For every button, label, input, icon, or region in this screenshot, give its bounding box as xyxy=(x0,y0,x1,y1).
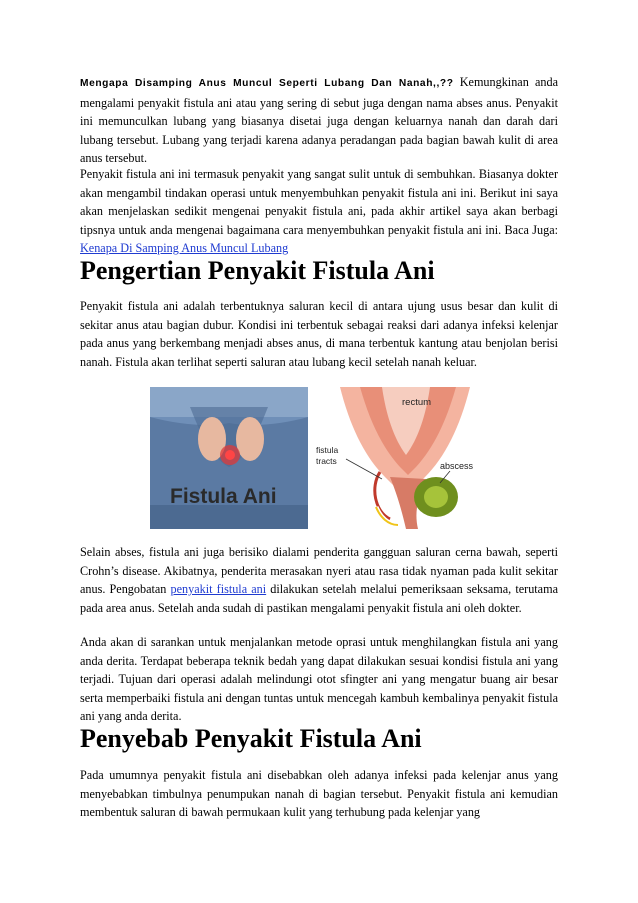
paragraph-4 xyxy=(80,543,558,617)
fistula-link[interactable]: penyakit fistula ani xyxy=(170,582,267,597)
intro-text: Kemungkinan anda mengalami penyakit fistula ani atau yang sering di sebut juga dengan nama abses anus. Penyakit ini memunculkan lubang yang biasanya disetai juga dengan keluarnya nanah dan darah dari lubang tersebut. Lubang yang terjadi karena adanya peradangan pada bagian bawah kulit di area anus tersebut. xyxy=(80,75,559,166)
patient-photo xyxy=(150,387,308,529)
label-fistula-tracts-1: fistula xyxy=(316,445,339,455)
fistula-figure xyxy=(150,387,490,529)
related-link[interactable]: Kenapa Di Samping Anus Muncul Lubang xyxy=(80,241,289,256)
photo-caption: Fistula Ani xyxy=(170,485,277,508)
paragraph-5: Anda akan di sarankan untuk menjalankan metode oprasi untuk menghilangkan fistula ani yang anda derita. Terdapat beberapa teknik bedah yang dapat dilakukan sesuai kondisi fistula ani yang terjadi. Tujuan dari operasi adalah melindungi otot sfingter ani yang mengatur buang air besar serta memperbaiki fistula ani dengan tuntas untuk mencegah kambuh kembalinya penyakit fistula ani yang anda derita. xyxy=(80,635,558,724)
paragraph-3: Penyakit fistula ani adalah terbentuknya saluran kecil di antara ujung usus besar dan kulit di sekitar anus atau bagian dubur. Kondisi ini terbentuk sebagai reaksi dari adanya infeksi kelenjar pada anus yang berkembang menjadi abses anus, di mana terbentuk kantung atau benjolan berisi nanah. Fistula akan terlihat seperti saluran atau lubang kecil setelah nanah keluar. xyxy=(80,299,558,369)
paragraph-4-after: dilakukan setelah melalui pemeriksaan seksama, terutama pada area anus. Setelah anda sudah di pastikan mengalami penyakit fistula ani oleh dokter. xyxy=(80,582,558,615)
intro-paragraph xyxy=(80,73,558,168)
fistula-illustration xyxy=(150,387,490,529)
intro-lead: Mengapa Disamping Anus Muncul Seperti Lubang Dan Nanah,,?? xyxy=(80,78,454,89)
section-heading-pengertian: Pengertian Penyakit Fistula Ani xyxy=(80,256,435,285)
section-heading-penyebab: Penyebab Penyakit Fistula Ani xyxy=(80,724,422,753)
paragraph-6: Pada umumnya penyakit fistula ani disebabkan oleh adanya infeksi pada kelenjar anus yang menyebabkan timbulnya penumpukan nanah di bagian tersebut. Penyakit fistula ani kemudian membentuk saluran di bawah permukaan kulit yang terhubung pada kelenjar yang xyxy=(80,768,558,820)
label-abscess: abscess xyxy=(440,461,474,471)
anatomy-diagram xyxy=(310,387,490,529)
label-rectum: rectum xyxy=(402,397,432,408)
paragraph-4-before: Selain abses, fistula ani juga berisiko dialami penderita gangguan saluran cerna bawah, seperti Crohn’s disease. Akibatnya, penderita merasakan nyeri atau rasa tidak nyaman pada kulit sekitar anus. Pengobatan xyxy=(80,545,558,597)
paragraph-2 xyxy=(80,165,558,258)
label-fistula-tracts-2: tracts xyxy=(316,456,337,466)
paragraph-2-text: Penyakit fistula ani ini termasuk penyakit yang sangat sulit untuk di sembuhkan. Biasanya dokter akan mengambil tindakan operasi untuk menyembuhkan penyakit fistula ani ini. Berikut ini saya akan menjelaskan sedikit mengenai penyakit fistula ani, pada akhir artikel saya akan berbagi tipsnya untuk anda mengenai bagaimana cara menyembuhkan penyakit fistula ani ini. Baca Juga: xyxy=(80,167,558,237)
